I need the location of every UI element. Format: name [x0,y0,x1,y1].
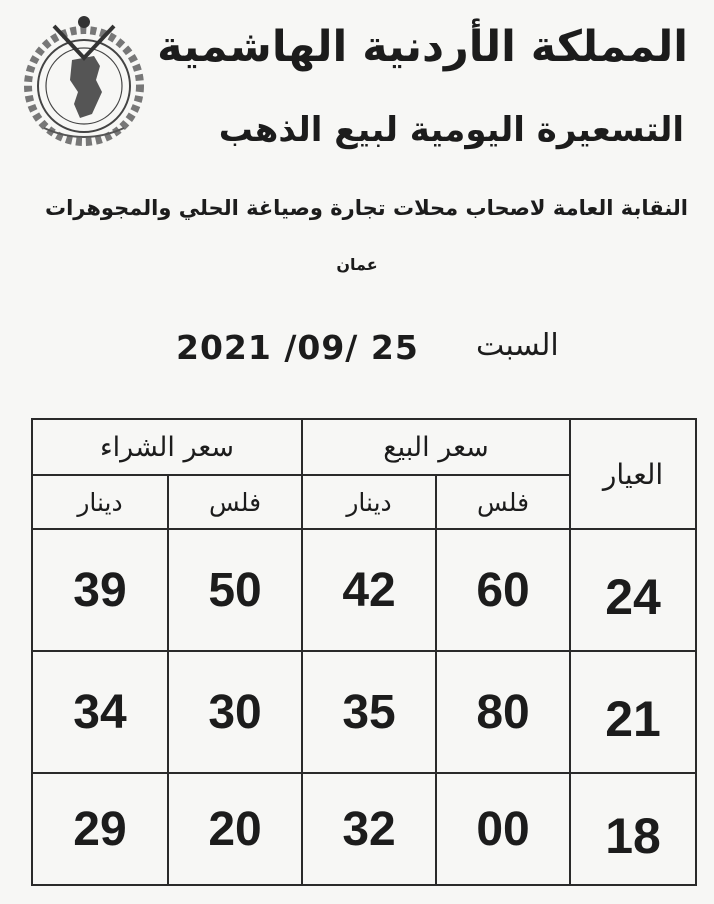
union-emblem-icon [14,8,154,158]
sell-dinar-header: دينار [302,475,436,529]
karat-cell: 24 [570,529,696,651]
table-row [32,773,696,885]
kingdom-title: المملكة الأردنية الهاشمية [157,22,688,72]
buy-dinar-cell: 29 [32,773,168,885]
buy-fils-cell: 20 [168,773,302,885]
sell-price-header: سعر البيع [302,419,570,475]
sell-fils-cell: 80 [436,651,570,773]
karat-cell: 21 [570,651,696,773]
sell-fils-header: فلس [436,475,570,529]
buy-fils-cell: 30 [168,651,302,773]
buy-dinar-header: دينار [32,475,168,529]
sell-dinar-cell: 42 [302,529,436,651]
sell-fils-cell: 60 [436,529,570,651]
buy-price-header: سعر الشراء [32,419,302,475]
organization-name: النقابة العامة لاصحاب محلات تجارة وصياغة الحلي والمجوهرات [44,196,688,220]
day-name: السبت [476,328,559,363]
sell-fils-cell: 00 [436,773,570,885]
table-row [32,529,696,651]
sell-dinar-cell: 32 [302,773,436,885]
buy-dinar-cell: 34 [32,651,168,773]
sell-dinar-cell: 35 [302,651,436,773]
karat-header: العيار [570,419,696,529]
table-row [32,651,696,773]
pricing-subtitle: التسعيرة اليومية لبيع الذهب [218,110,684,150]
buy-fils-cell: 50 [168,529,302,651]
date-value: 2021 /09/ 25 [176,328,419,367]
karat-cell: 18 [570,773,696,885]
buy-fils-header: فلس [168,475,302,529]
city-name: عمان [336,255,378,274]
gold-price-table [31,418,697,886]
buy-dinar-cell: 39 [32,529,168,651]
